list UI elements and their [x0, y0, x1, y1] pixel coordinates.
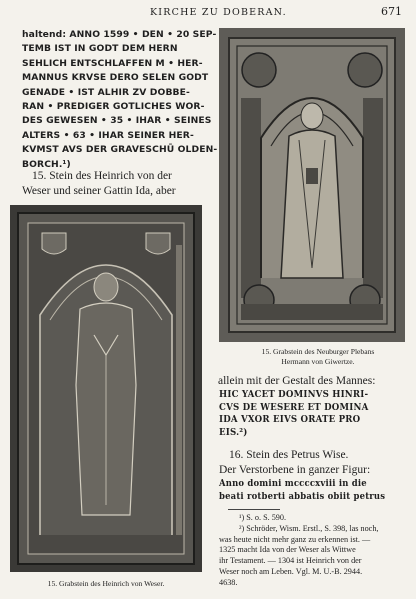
gothic-line: IDA VXOR EIVS ORATE PRO [219, 414, 361, 426]
gothic-inscription-1 [219, 389, 369, 439]
running-header [0, 3, 416, 19]
inscription-line: RAN • PREDIGER GOTLICHES WOR- [22, 101, 205, 113]
gravestone-photo-heinrich [10, 205, 202, 572]
caption-line: 15. Grabstein des Neuburger Plebans [261, 347, 375, 356]
text-line: Der Verstorbene in ganzer Figur: [219, 463, 371, 476]
text-line: allein mit der Gestalt des Mannes: [218, 375, 376, 387]
inscription-line: DES GEWESEN • 35 • IHAR • SEINES [22, 115, 212, 127]
text-line: 15. Stein des Heinrich von der [32, 170, 172, 182]
section-16-text [219, 448, 370, 477]
gravestone-illustration-hermann [219, 28, 405, 342]
text-line: Weser und seiner Gattin Ida, aber [22, 184, 176, 197]
inscription-line: BORCH.¹) [22, 158, 71, 170]
footnote-rule [228, 509, 280, 510]
inscription-line: haltend: ANNO 1599 • DEN • 20 SEP- [22, 29, 217, 40]
continued-text [218, 374, 375, 389]
inscription-line: TEMB IST IN GODT DEM HERN [22, 43, 178, 55]
inscription-line: KVMST AVS DER GRAVESCHŪ OLDEN- [22, 144, 218, 156]
footnote-line: 4638. [219, 577, 238, 587]
caption-line: Hermann von Giwertze. [281, 356, 355, 366]
gothic-line: Anno domini mccccxviii in die [219, 478, 367, 489]
gothic-line: HIC YACET DOMINVS HINRI- [219, 389, 369, 400]
running-title: KIRCHE ZU DOBERAN. [150, 7, 287, 18]
footnote-line: was heute nicht mehr ganz zu erkennen ist. — [219, 534, 371, 544]
page-number: 671 [381, 5, 402, 18]
inscription-line: GENADE • IST ALHIR ZV DOBBE- [22, 86, 190, 98]
gravestone-illustration-heinrich [10, 205, 202, 572]
inscription-text [22, 28, 217, 172]
inscription-line: SEHLICH ENTSCHLAFFEN M • HER- [22, 57, 203, 69]
figure-caption-heinrich: 15. Grabstein des Heinrich von Weser. [47, 579, 165, 588]
gothic-line: EIS.²) [219, 426, 248, 438]
gothic-inscription-2 [219, 478, 385, 503]
gravestone-photo-hermann [219, 28, 405, 342]
gothic-line: beati rotberti abbatis obiit petrus [219, 490, 386, 502]
section-15-text [22, 169, 176, 198]
footnote-line: ²) Schröder, Wism. Erstl., S. 398, las noch, [239, 523, 379, 533]
footnote-line: ihr Testament. — 1304 ist Heinrich von der [219, 556, 362, 566]
footnote-line: ¹) S. o. S. 590. [239, 513, 287, 522]
text-line: 16. Stein des Petrus Wise. [229, 449, 349, 461]
gothic-line: CVS DE WESERE ET DOMINA [219, 401, 369, 413]
footnotes [219, 513, 378, 589]
inscription-line: ALTERS • 63 • IHAR SEINER HER- [22, 129, 194, 141]
footnote-line: Weser noch am Leben. Vgl. M. U.-B. 2944. [219, 566, 363, 576]
figure-caption-hermann [234, 347, 402, 366]
footnote-line: 1325 macht Ida von der Weser als Wittwe [219, 545, 356, 555]
inscription-line: MANNUS KRVSE DERO SELEN GODT [22, 72, 209, 84]
